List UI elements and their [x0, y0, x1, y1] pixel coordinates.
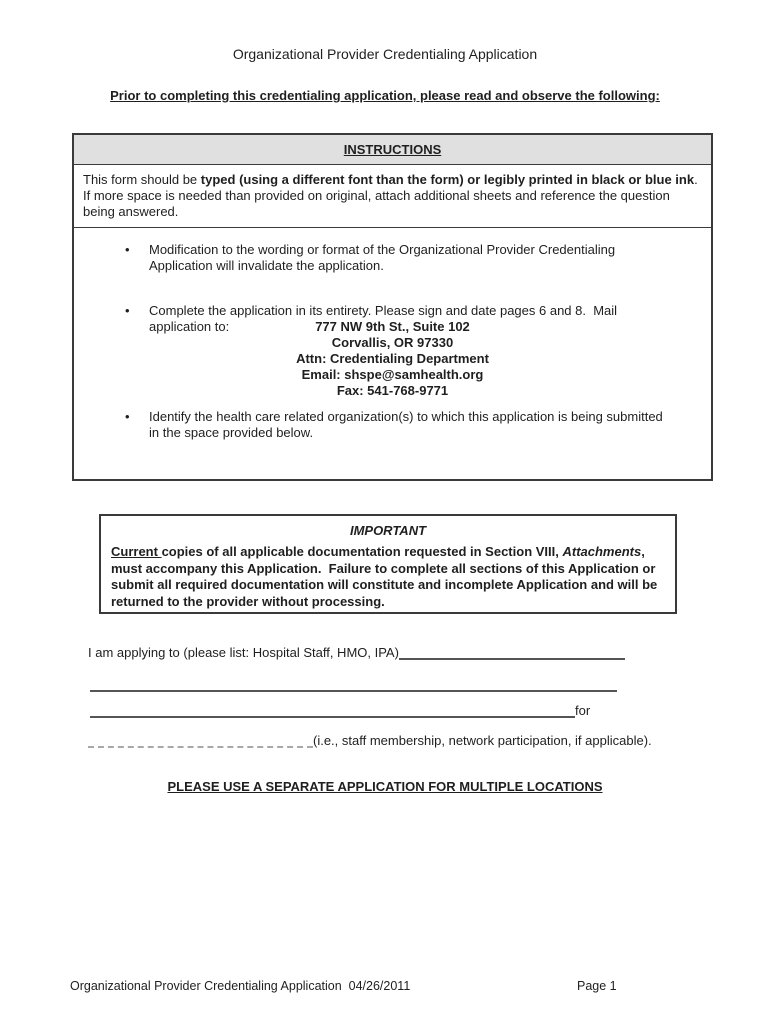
instructions-bullet-list	[74, 228, 711, 441]
mail-address-street: 777 NW 9th St., Suite 102	[315, 319, 470, 334]
bullet-item-modification	[125, 242, 711, 274]
instructions-table	[72, 133, 713, 481]
important-box	[99, 514, 677, 614]
important-text-2: , must accompany this Application. Failure to complete all sections of this Application or submit all required documentation will constitute and incomplete Application and will be returned to the provider without processing.	[111, 544, 661, 609]
important-body	[111, 544, 665, 610]
mail-address-attn: Attn: Credentialing Department	[296, 351, 489, 366]
applying-to-row-2	[90, 674, 617, 692]
bullet-text: Modification to the wording or format of the Organizational Provider Credentialing Application will invalidate the application.	[149, 242, 618, 273]
for-label: for	[575, 703, 591, 718]
page-subtitle: Prior to completing this credentialing application, please read and observe the following:	[110, 88, 660, 103]
applying-to-row-4	[88, 733, 652, 748]
applying-to-row-1	[88, 645, 625, 660]
instructions-header: INSTRUCTIONS	[74, 135, 711, 165]
ie-note-label: (i.e., staff membership, network participation, if applicable).	[313, 733, 652, 748]
bullet-icon: •	[125, 409, 130, 424]
intro-text-post: . If more space is needed than provided on original, attach additional sheets and reference the question being answered.	[83, 172, 705, 219]
mail-address-city: Corvallis, OR 97330	[331, 335, 454, 350]
applying-to-label: I am applying to (please list: Hospital Staff, HMO, IPA)	[88, 645, 399, 660]
important-text-1: copies of all applicable documentation requested in Section VIII,	[161, 544, 563, 559]
bullet-item-identify	[125, 409, 711, 441]
mail-address-email: Email: shspe@samhealth.org	[301, 367, 484, 382]
bullet-icon: •	[125, 303, 130, 318]
applying-to-row-3	[90, 703, 590, 718]
mail-address-fax: Fax: 541-768-9771	[336, 383, 449, 398]
important-text-underlined: Current	[111, 544, 162, 559]
important-text-italic: Attachments	[562, 544, 642, 559]
bullet-text: Complete the application in its entirety. Please sign and date pages 6 and 8. Mail application to:	[149, 303, 621, 334]
intro-text-bold: typed (using a different font than the form) or legibly printed in black or blue ink	[200, 172, 695, 187]
applying-to-blank-3[interactable]	[90, 704, 575, 718]
bullet-text: Identify the health care related organization(s) to which this application is being submitted in the space provided below.	[149, 409, 667, 440]
applying-to-blank-2[interactable]	[90, 678, 617, 692]
intro-text-pre: This form should be	[83, 172, 201, 187]
applying-to-blank-1[interactable]	[399, 646, 625, 660]
instructions-intro	[74, 165, 711, 228]
footer-document-title: Organizational Provider Credentialing Application 04/26/2011	[70, 979, 411, 993]
important-header: IMPORTANT	[349, 523, 427, 538]
footer-page-number: Page 1	[577, 979, 617, 993]
separate-application-notice: PLEASE USE A SEPARATE APPLICATION FOR MULTIPLE LOCATIONS	[167, 779, 603, 794]
applying-to-blank-4[interactable]	[88, 734, 313, 748]
bullet-icon: •	[125, 242, 130, 257]
page-title: Organizational Provider Credentialing Application	[232, 46, 538, 62]
